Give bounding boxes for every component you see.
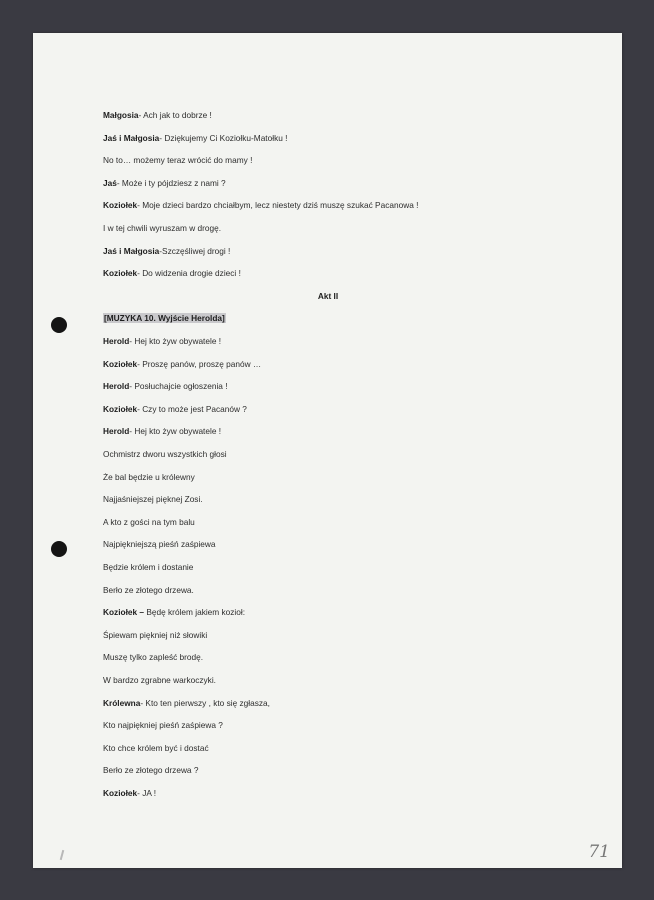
speaker-name: Herold xyxy=(103,336,130,346)
line-text: Ochmistrz dworu wszystkich głosi xyxy=(103,449,227,459)
line-text: Najpiękniejszą pieśń zaśpiewa xyxy=(103,539,216,550)
script-line xyxy=(103,719,223,731)
script-line xyxy=(103,199,418,211)
speaker-name: Herold xyxy=(103,426,130,437)
script-line xyxy=(103,109,212,121)
script-line xyxy=(103,561,193,573)
line-text: A kto z gości na tym balu xyxy=(103,516,195,527)
line-text: - Do widzenia drogie dzieci ! xyxy=(137,268,241,279)
line-text: - Kto ten pierwszy , kto się zgłasza, xyxy=(140,697,270,708)
script-line xyxy=(103,267,241,279)
script-line xyxy=(103,584,194,596)
line-text: - Proszę panów, proszę panów … xyxy=(137,358,262,369)
script-line xyxy=(103,403,247,415)
line-text: - Czy to może jest Pacanów ? xyxy=(137,403,247,414)
act-heading xyxy=(103,290,553,302)
script-line xyxy=(103,538,216,550)
speaker-name: Jaś xyxy=(103,177,117,188)
line-text: Będę królem jakiem kozioł: xyxy=(144,607,246,618)
line-text: -Szczęśliwej drogi ! xyxy=(159,245,231,256)
speaker-name: Koziołek xyxy=(103,268,138,279)
script-line xyxy=(103,380,228,392)
line-text: I w tej chwili wyruszam w drogę. xyxy=(103,223,222,233)
speaker-name: Koziołek xyxy=(103,358,138,369)
speaker-name: Koziołek xyxy=(103,788,138,798)
music-cue xyxy=(103,312,226,324)
script-line xyxy=(103,651,203,663)
line-text: - Hej kto żyw obywatele ! xyxy=(129,336,222,346)
punch-hole xyxy=(51,317,67,333)
punch-hole xyxy=(51,541,67,557)
line-text: Kto najpiękniej pieśń zaśpiewa ? xyxy=(103,720,223,731)
line-text: Berło ze złotego drzewa ? xyxy=(103,765,199,776)
script-line xyxy=(103,742,209,754)
music-cue-label: [MUZYKA 10. Wyjście Herolda] xyxy=(104,313,225,324)
script-line xyxy=(103,764,198,776)
line-text: - JA ! xyxy=(137,788,157,798)
speaker-name: Koziołek – xyxy=(103,607,145,618)
speaker-name: Herold xyxy=(103,381,130,392)
line-text: Najjaśniejszej pięknej Zosi. xyxy=(103,494,203,505)
script-line xyxy=(103,448,227,460)
script-line xyxy=(103,358,261,370)
line-text: - Posłuchajcie ogłoszenia ! xyxy=(129,381,228,392)
script-line xyxy=(103,245,230,257)
line-text: Że bal będzie u królewny xyxy=(103,471,195,482)
line-text: Muszę tylko zapleść brodę. xyxy=(103,652,204,663)
line-text: - Hej kto żyw obywatele ! xyxy=(129,426,222,437)
script-line xyxy=(103,516,195,528)
line-text: - Może i ty pójdziesz z nami ? xyxy=(116,177,226,188)
script-line xyxy=(103,132,287,144)
script-line xyxy=(103,629,207,641)
speaker-name: Koziołek xyxy=(103,403,138,414)
script-line xyxy=(103,222,221,234)
script-line xyxy=(103,606,245,618)
speaker-name: Królewna xyxy=(103,697,141,708)
script-line xyxy=(103,787,156,799)
script-line xyxy=(103,493,203,505)
script-line xyxy=(103,471,195,483)
script-line xyxy=(103,154,252,166)
document-page xyxy=(33,33,622,868)
script-line xyxy=(103,177,226,189)
speaker-name: Małgosia xyxy=(103,110,139,120)
line-text: Będzie królem i dostanie xyxy=(103,562,194,572)
line-text: - Moje dzieci bardzo chciałbym, lecz niestety dziś muszę szukać Pacanowa ! xyxy=(137,200,419,211)
speaker-name: Jaś i Małgosia xyxy=(103,245,160,256)
line-text: Śpiewam piękniej niż słowiki xyxy=(103,629,208,640)
script-line xyxy=(103,335,221,347)
line-text: Kto chce królem być i dostać xyxy=(103,742,209,753)
line-text: - Ach jak to dobrze ! xyxy=(138,110,212,120)
line-text: W bardzo zgrabne warkoczyki. xyxy=(103,675,216,685)
pencil-mark xyxy=(60,850,65,860)
script-line xyxy=(103,425,221,437)
script-line xyxy=(103,697,270,709)
act-title: Akt II xyxy=(317,290,339,301)
script-line xyxy=(103,674,216,686)
speaker-name: Jaś i Małgosia xyxy=(103,132,160,143)
line-text: No to… możemy teraz wrócić do mamy ! xyxy=(103,155,253,166)
line-text: Berło ze złotego drzewa. xyxy=(103,584,194,595)
page-number: 71 xyxy=(588,842,610,862)
line-text: - Dziękujemy Ci Koziołku-Matołku ! xyxy=(159,132,288,143)
speaker-name: Koziołek xyxy=(103,200,138,211)
